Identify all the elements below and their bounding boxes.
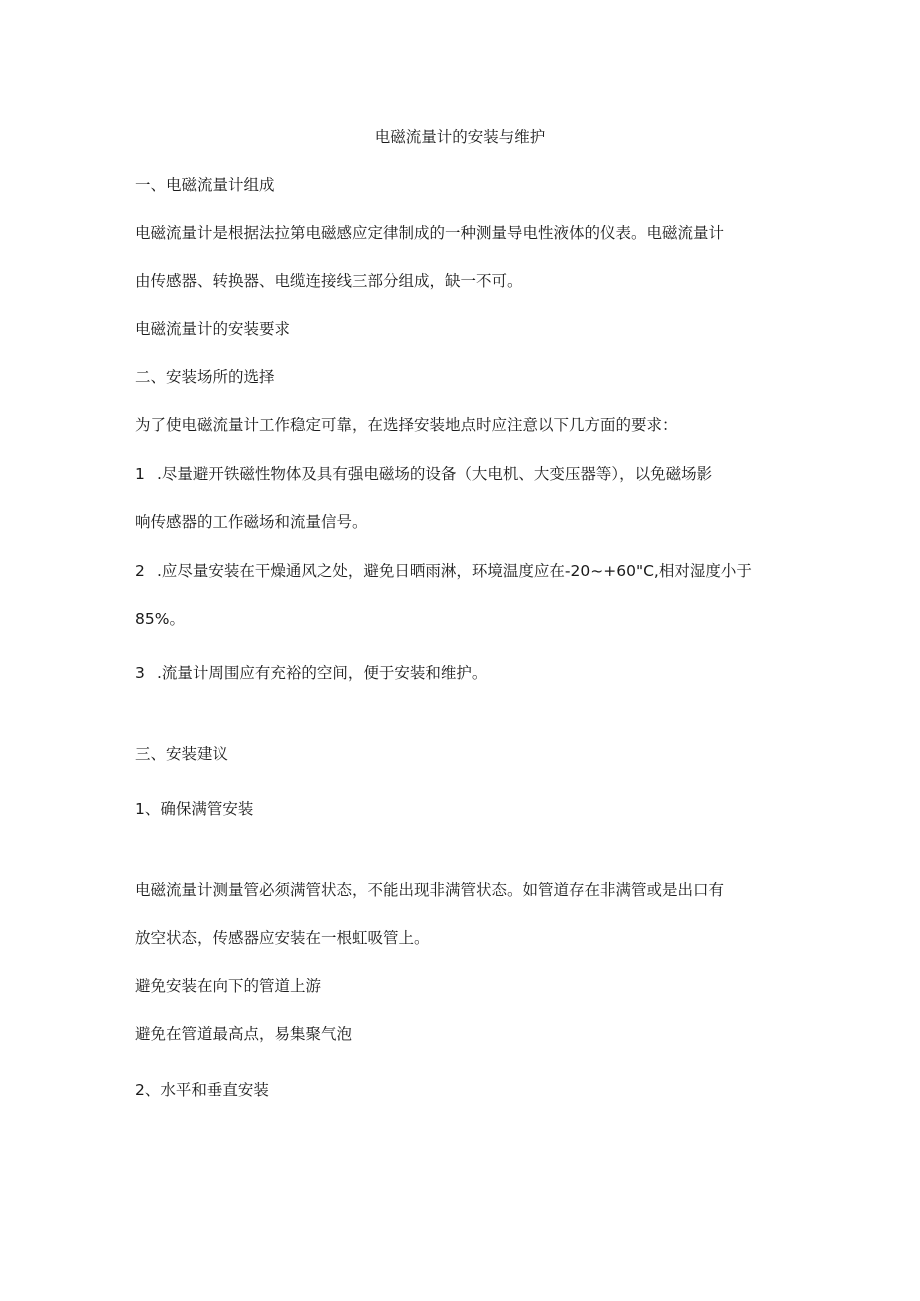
- section1-heading: 一、电磁流量计组成: [135, 176, 275, 194]
- section3-heading: 三、安装建议: [135, 745, 229, 763]
- install-requirements-heading: 电磁流量计的安装要求: [135, 320, 291, 338]
- requirement-2-line-1: [135, 560, 795, 582]
- requirement-1-line-2: 响传感器的工作磁场和流量信号。: [135, 513, 368, 531]
- sub1-paragraph-line-2: 放空状态，传感器应安装在一根虹吸管上。: [135, 929, 430, 947]
- requirement-1-text: .尽量避开铁磁性物体及具有强电磁场的设备（大电机、大变压器等），以免磁场影: [157, 465, 713, 483]
- sub1-note-2: 避免在管道最高点，易集聚气泡: [135, 1025, 353, 1043]
- sub1-paragraph-line-1: 电磁流量计测量管必须满管状态，不能出现非满管状态。如管道存在非满管或是出口有: [135, 881, 725, 899]
- requirement-3-number: 3: [135, 664, 145, 682]
- sub1-heading: 1、确保满管安装: [135, 800, 254, 818]
- intro-line-1: 电磁流量计是根据法拉第电磁感应定律制成的一种测量导电性液体的仪表。电磁流量计: [135, 224, 725, 242]
- requirement-2-number: 2: [135, 562, 145, 580]
- sub2-heading: 2、水平和垂直安装: [135, 1081, 269, 1099]
- requirement-1-line-1: [135, 463, 795, 485]
- document-title: 电磁流量计的安装与维护: [374, 128, 546, 146]
- requirement-3-text: .流量计周围应有充裕的空间，便于安装和维护。: [157, 664, 488, 682]
- intro-line-2: 由传感器、转换器、电缆连接线三部分组成，缺一不可。: [135, 272, 523, 290]
- sub1-note-1: 避免安装在向下的管道上游: [135, 977, 322, 995]
- requirement-2-line-2: 85%。: [135, 610, 185, 628]
- requirement-2-text: .应尽量安装在干燥通风之处，避免日晒雨淋，环境温度应在-20~+60"C,相对湿度小于: [157, 562, 752, 580]
- section2-heading: 二、安装场所的选择: [135, 368, 275, 386]
- section2-intro: 为了使电磁流量计工作稳定可靠，在选择安装地点时应注意以下几方面的要求：: [135, 416, 678, 434]
- requirement-1-number: 1: [135, 465, 145, 483]
- requirement-3-line-1: [135, 662, 795, 684]
